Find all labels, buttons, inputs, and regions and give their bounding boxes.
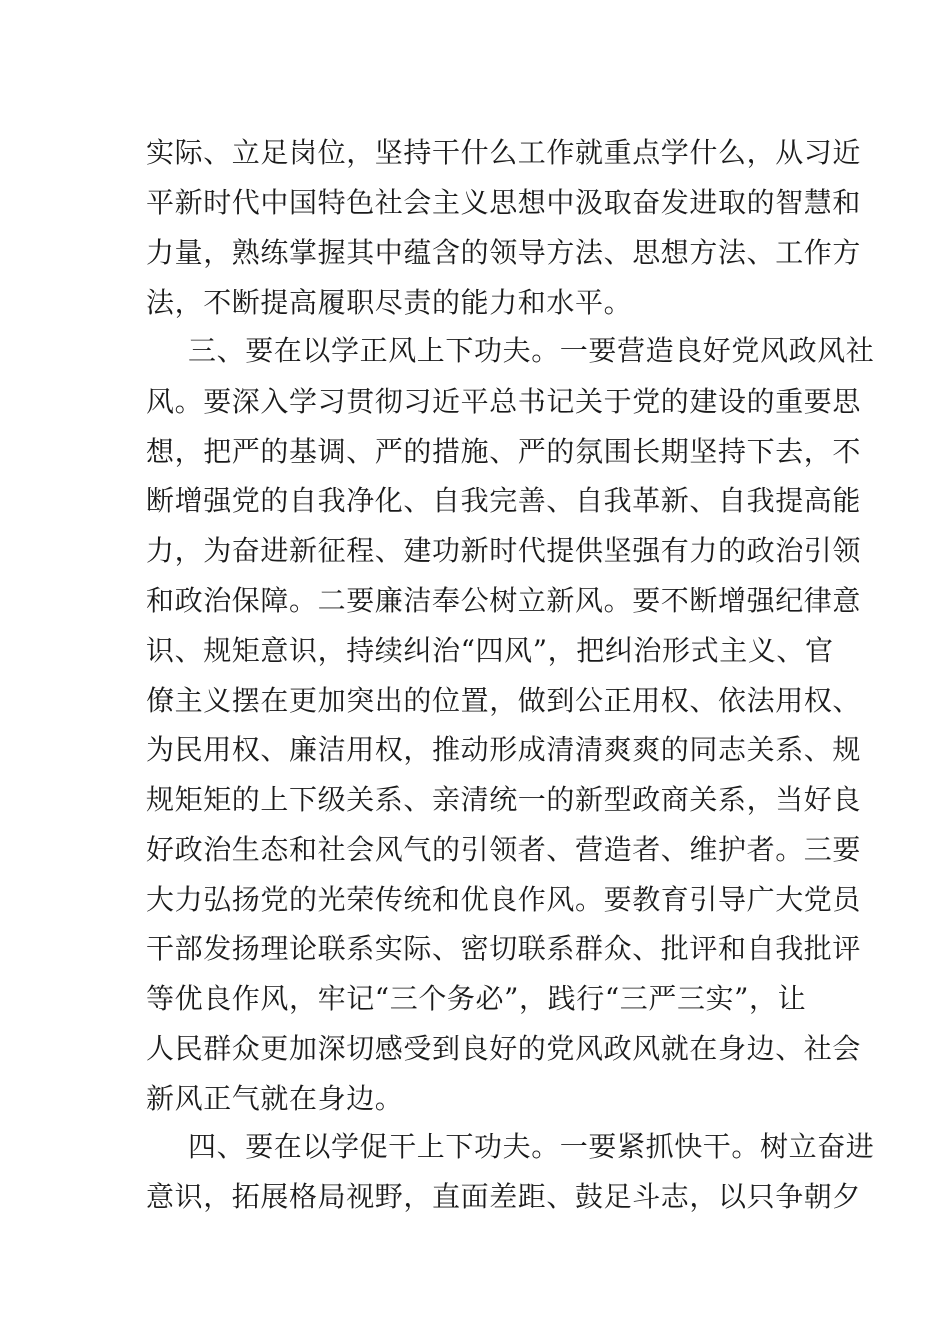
text-line: 干部发扬理论联系实际、密切联系群众、批评和自我批评 xyxy=(146,932,862,965)
text-line: 力，为奋进新征程、建功新时代提供坚强有力的政治引领 xyxy=(146,534,862,567)
text-line: 意识，拓展格局视野，直面差距、鼓足斗志，以只争朝夕 xyxy=(146,1180,862,1213)
paragraph-heading-line: 四、要在以学促干上下功夫。一要紧抓快干。树立奋进 xyxy=(188,1130,875,1163)
text-line: 平新时代中国特色社会主义思想中汲取奋发进取的智慧和 xyxy=(146,186,862,219)
text-line: 人民群众更加深切感受到良好的党风政风就在身边、社会 xyxy=(146,1032,862,1065)
text-line: 识、规矩意识，持续纠治“四风”，把纠治形式主义、官 xyxy=(146,634,834,667)
text-line: 风。要深入学习贯彻习近平总书记关于党的建设的重要思 xyxy=(146,385,862,418)
text-line: 大力弘扬党的光荣传统和优良作风。要教育引导广大党员 xyxy=(146,883,862,916)
text-line: 等优良作风，牢记“三个务必”，践行“三严三实”，让 xyxy=(146,982,807,1015)
text-line: 僚主义摆在更加突出的位置，做到公正用权、依法用权、 xyxy=(146,684,862,717)
text-line: 和政治保障。二要廉洁奉公树立新风。要不断增强纪律意 xyxy=(146,584,862,617)
text-line: 实际、立足岗位，坚持干什么工作就重点学什么，从习近 xyxy=(146,136,862,169)
text-line: 法，不断提高履职尽责的能力和水平。 xyxy=(146,286,633,319)
text-line: 新风正气就在身边。 xyxy=(146,1082,404,1115)
text-line: 规矩矩的上下级关系、亲清统一的新型政商关系，当好良 xyxy=(146,783,862,816)
paragraph-heading-line: 三、要在以学正风上下功夫。一要营造良好党风政风社 xyxy=(188,334,875,367)
text-line: 好政治生态和社会风气的引领者、营造者、维护者。三要 xyxy=(146,833,862,866)
text-line: 力量，熟练掌握其中蕴含的领导方法、思想方法、工作方 xyxy=(146,236,862,269)
text-line: 想，把严的基调、严的措施、严的氛围长期坚持下去，不 xyxy=(146,435,862,468)
text-line: 断增强党的自我净化、自我完善、自我革新、自我提高能 xyxy=(146,484,862,517)
text-line: 为民用权、廉洁用权，推动形成清清爽爽的同志关系、规 xyxy=(146,733,862,766)
